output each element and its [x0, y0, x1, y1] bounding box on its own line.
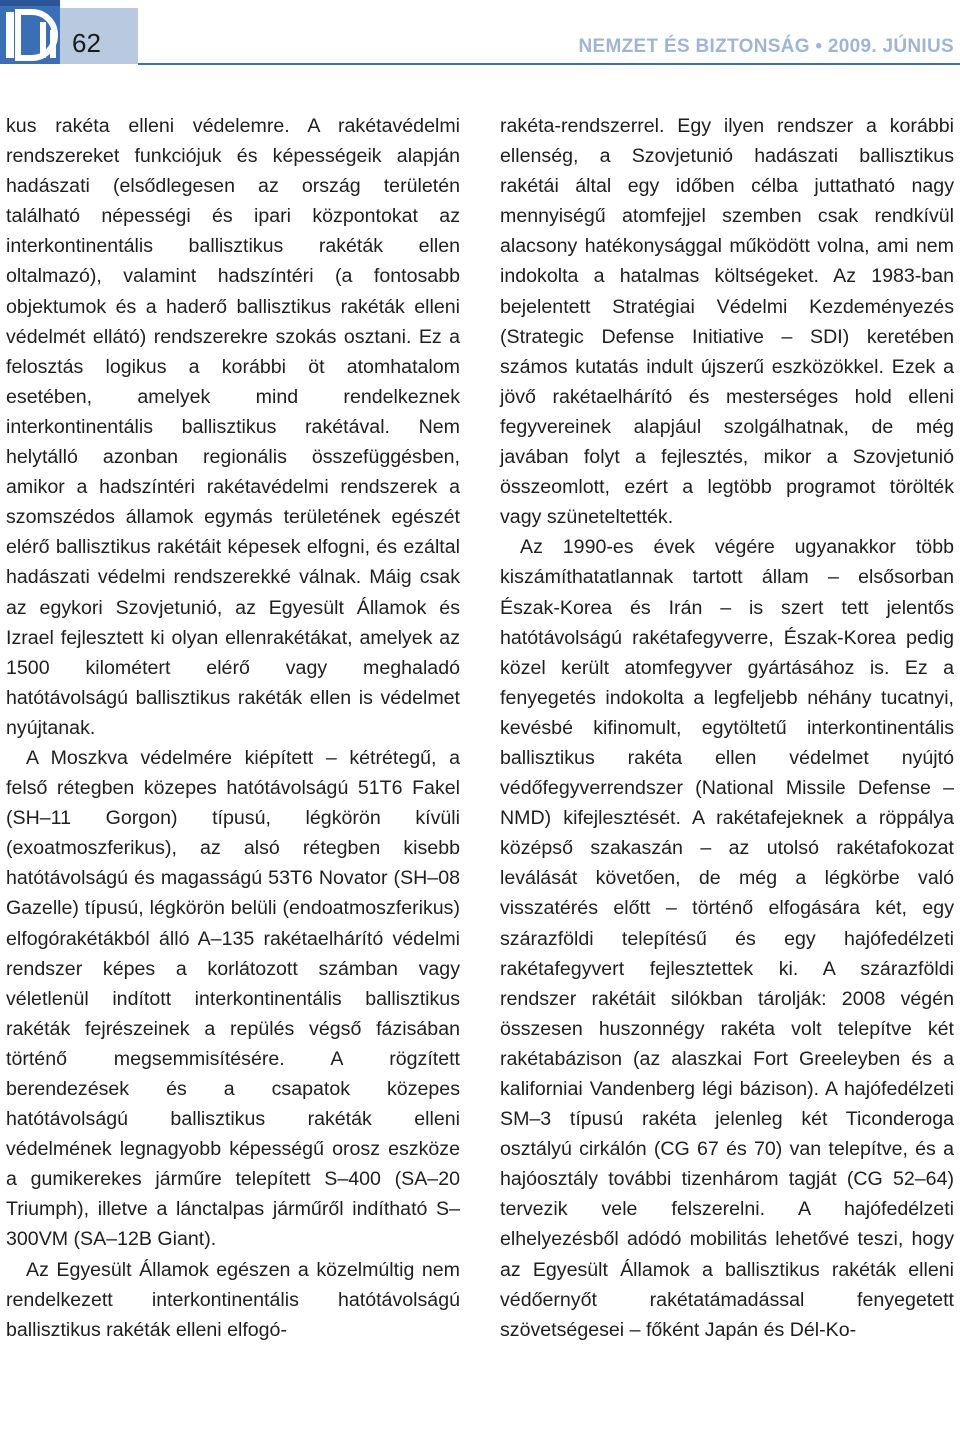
paragraph: A Moszkva védelmére kiépített – kétrétegű, a felső rétegben közepes hatótávolságú 51T6 Fakel (SH–11 Gorgon) típusú, légkörön kívüli (exoatmoszferikus), az alsó rétegben kisebb hatótávolságú és magasságú 53T6 Novator (SH–08 Gazelle) típusú, légkörön belüli (endoatmoszferikus) elfogórakétákból álló A–135 rakétaelhárító védelmi rendszer képes a korlátozott számban vagy véletlenül indított interkontinentális ballisztikus rakéták fejrészeinek a repülés végső fázisában történő megsemmisítésére. A rögzített berendezések és a csapatok közepes hatótávolságú ballisztikus rakéták elleni védelmének legnagyobb képességű orosz eszköze a gumikerekes járműre telepített S–400 (SA–20 Triumph), illetve a lánctalpas járműről indítható S–300VM (SA–12B Giant).: [6, 746, 460, 1251]
paragraph: rakéta-rendszerrel. Egy ilyen rendszer a korábbi ellenség, a Szovjetunió hadászati ballisztikus rakétái által egy időben célba juttatható nagy mennyiségű atomfejjel szemben csak rendkívül alacsony hatékonysággal működött volna, ami nem indokolta a hatalmas költségeket. Az 1983-ban bejelentett Stratégiai Védelmi Kezdeményezés (Strategic Defense Initiative – SDI) keretében számos kutatás indult újszerű eszközökkel. Ezek a jövő rakétaelhárító és mesterséges hold elleni fegyvereinek alapjául szolgálhatnak, de még javában folyt a fejlesztés, mikor a Szovjetunió összeomlott, ezért a legtöbb programot törölték vagy szüneteltették.: [500, 115, 954, 529]
paragraph: Az Egyesült Államok egészen a közelmúltig nem rendelkezett interkontinentális hatótávolságú ballisztikus rakéták elleni elfogó-: [6, 1258, 460, 1341]
page-number: 62: [72, 28, 101, 58]
left-column: [6, 111, 460, 1345]
paragraph: Az 1990-es évek végére ugyanakkor több kiszámíthatatlannak tartott állam – elsősorban Észak-Korea és Irán – is szert tett jelentős hatótávolságú rakétafegyverre, Észak-Korea pedig közel került atomfegyver gyártásához is. Ez a fenyegetés indokolta a legfeljebb néhány tucatnyi, kevésbé kifinomult, egytöltetű interkontinentális ballisztikus rakéta ellen védelmet nyújtó védőfegyverrendszer (National Missile Defense – NMD) kifejlesztését. A rakétafejeknek a röppálya középső szakaszán – az utolsó rakétafokozat leválását követően, de még a légkörbe való visszatérés előtt – történő elfogására két, egy szárazföldi telepítésű és egy hajófedélzeti rakétafegyvert fejlesztettek ki. A szárazföldi rendszer rakétáit silókban tárolják: 2008 végén összesen huszonnégy rakéta volt telepítve két rakétabázison (az alaszkai Fort Greeleyben és a kaliforniai Vandenberg légi bázison). A hajófedélzeti SM–3 típusú rakéta jelenleg két Ticonderoga osztályú cirkálón (CG 67 és 70) van telepítve, és a hajóosztály további tizenhárom tagját (CG 52–64) tervezik vele felszerelni. A hajófedélzeti elhelyezésből adódó mobilitás lehetővé teszi, hogy az Egyesült Államok a ballisztikus rakéták elleni védőernyőt rakétatámadással fenyegetett szövetségesei – főként Japán és Dél-Ko-: [500, 536, 954, 1341]
page-header: [0, 0, 960, 64]
header-rule: [138, 63, 960, 65]
right-column: [500, 111, 954, 1345]
journal-title: NEMZET ÉS BIZTONSÁG • 2009. JÚNIUS: [578, 36, 954, 57]
paragraph: kus rakéta elleni védelemre. A rakétavédelmi rendszereket funkciójuk és képességeik alapján hadászati (elsődlegesen az ország területén található népességi és ipari központokat az interkontinentális ballisztikus rakéták ellen oltalmazó), valamint hadszíntéri (a fontosabb objektumok és a haderő ballisztikus rakéták elleni védelmét ellátó) rendszerekre szokás osztani. Ez a felosztás logikus a korábbi öt atomhatalom esetében, amelyek mind rendelkeznek interkontinentális ballisztikus rakétával. Nem helytálló azonban regionális összefüggésben, amikor a hadszíntéri rakétavédelmi rendszerek a szomszédos államok egymás területének egészét elérő ballisztikus rakétáit képesek elfogni, és ezáltal hadászati védelmi rendszerekké válnak. Máig csak az egykori Szovjetunió, az Egyesült Államok és Izrael fejlesztett ki olyan ellenrakétákat, amelyek az 1500 kilométert elérő vagy meghaladó hatótávolságú ballisztikus rakéták ellen is védelmet nyújtanak.: [6, 115, 460, 739]
journal-logo-icon: [0, 0, 60, 64]
journal-logo: [0, 0, 60, 64]
